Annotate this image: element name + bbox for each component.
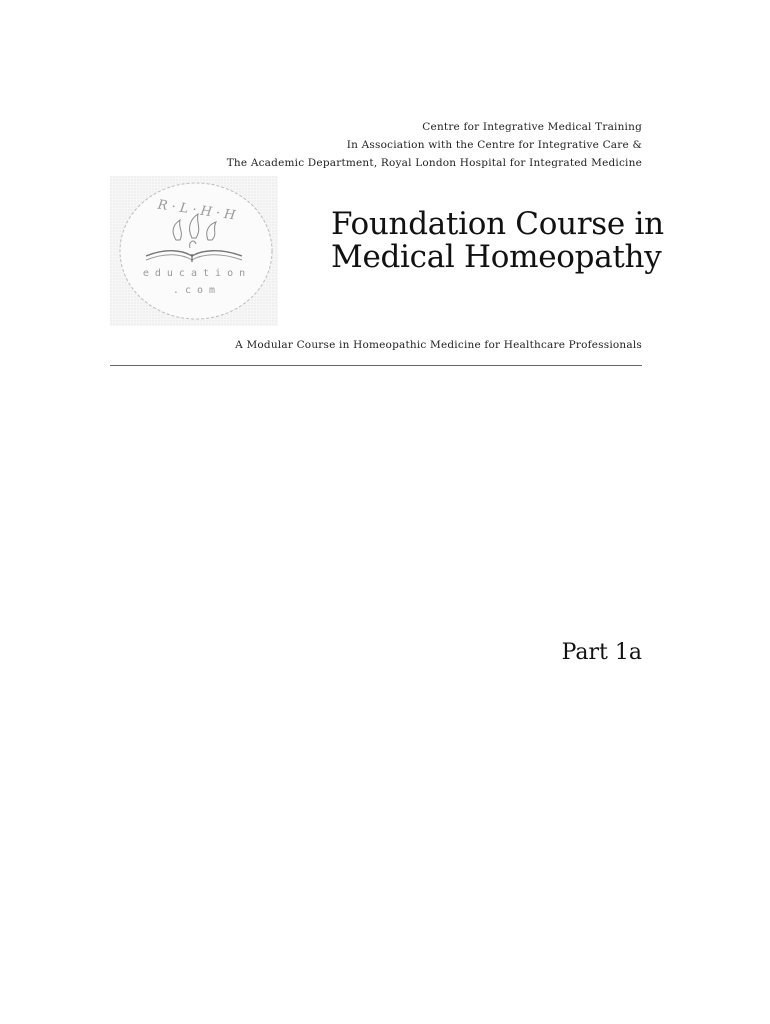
header-line-1: Centre for Integrative Medical Training [422,121,642,133]
header-line-2: In Association with the Centre for Integrative Care & [346,139,642,151]
course-title-line-1: Foundation Course in [331,206,664,242]
logo-site-text-1: e d u c a t i o n [142,268,246,279]
header-affiliations [227,118,642,172]
header-line-3: The Academic Department, Royal London Hospital for Integrated Medicine [226,157,642,169]
logo-site-text-2: . c o m [172,285,216,296]
logo-graphic [110,176,278,326]
part-label: Part 1a [561,640,642,665]
horizontal-rule [110,365,642,366]
rlhh-logo [110,176,278,326]
course-title [331,208,664,274]
course-title-line-2: Medical Homeopathy [331,239,662,275]
logo-arc-text: R · L · H · H [156,197,237,224]
course-subtitle: A Modular Course in Homeopathic Medicine for Healthcare Professionals [235,339,642,351]
